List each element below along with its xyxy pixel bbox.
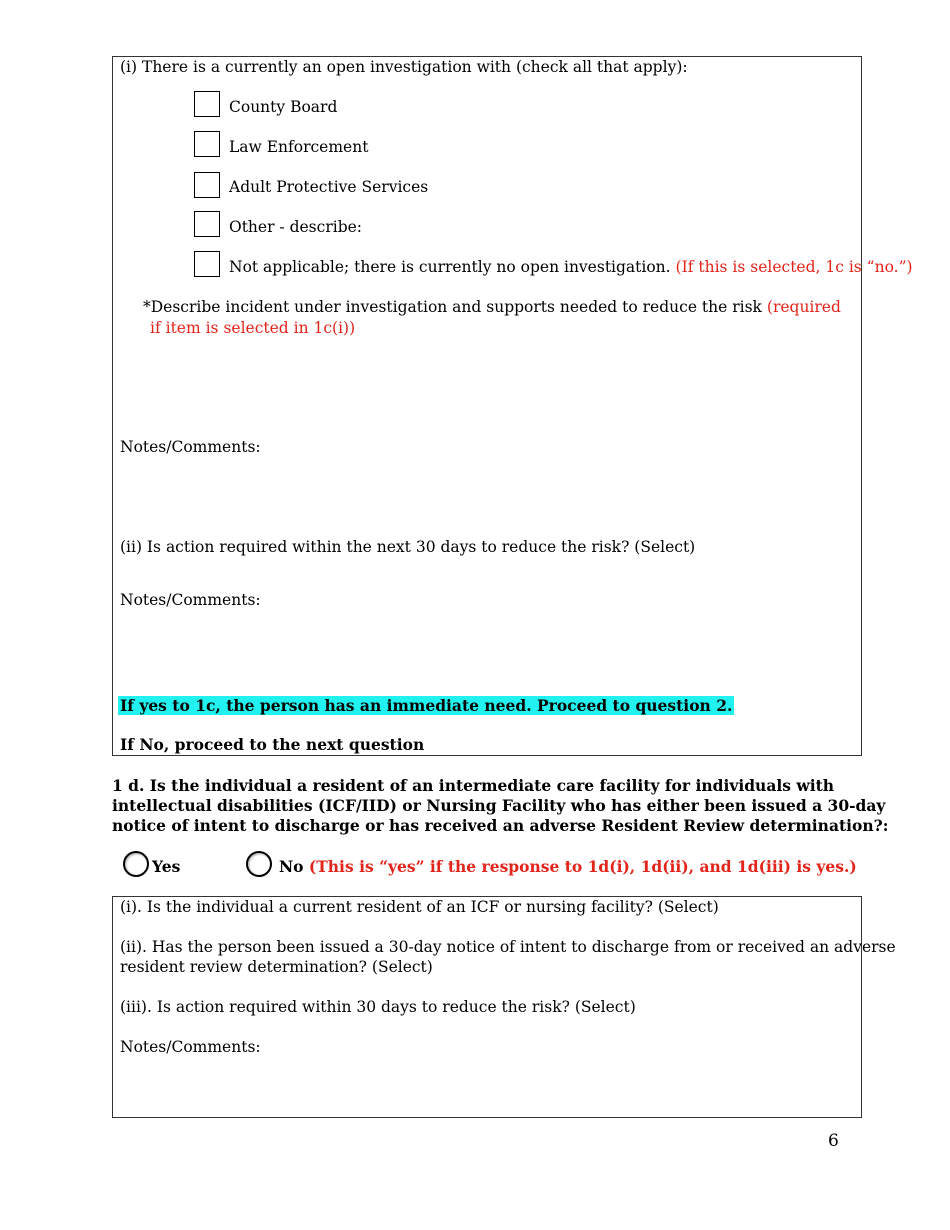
notes-label-1d: Notes/Comments: <box>120 1038 261 1056</box>
item-1d-i-text: (i). Is the individual a current resident of an ICF or nursing facility? (Select) <box>120 898 719 916</box>
describe-required-2: if item is selected in 1c(i)) <box>150 319 356 337</box>
if-no-text: If No, proceed to the next question <box>120 735 425 754</box>
item-ii-text: (ii) Is action required within the next 30 days to reduce the risk? (Select) <box>120 538 696 556</box>
no-radio[interactable] <box>246 851 272 877</box>
checkbox-county-board[interactable] <box>194 91 220 117</box>
question-1d-line3: notice of intent to discharge or has received an adverse Resident Review determination?: <box>112 816 889 835</box>
not-applicable-text: Not applicable; there is currently no open investigation. <box>229 258 671 276</box>
item-1d-ii-line2: resident review determination? (Select) <box>120 958 433 976</box>
checkbox-not-applicable[interactable] <box>194 251 220 277</box>
describe-text: *Describe incident under investigation and supports needed to reduce the risk <box>143 298 762 316</box>
checkbox-label-law-enforcement: Law Enforcement <box>229 138 369 156</box>
checkbox-label-other: Other - describe: <box>229 218 363 236</box>
checkbox-label-adult-protective-services: Adult Protective Services <box>229 178 429 196</box>
page-number: 6 <box>828 1131 839 1151</box>
notes-label-2: Notes/Comments: <box>120 591 261 609</box>
describe-incident-text <box>143 297 841 317</box>
checkbox-law-enforcement[interactable] <box>194 131 220 157</box>
checkbox-other[interactable] <box>194 211 220 237</box>
yes-label: Yes <box>152 857 181 876</box>
describe-required-1: (required <box>766 298 841 316</box>
item-1d-ii-line1: (ii). Has the person been issued a 30-day notice of intent to discharge from or received an adverse <box>120 938 896 956</box>
item-i-text: (i) There is a currently an open investigation with (check all that apply): <box>120 58 688 76</box>
no-label: No <box>279 857 304 876</box>
immediate-need-highlight: If yes to 1c, the person has an immediate need. Proceed to question 2. <box>120 696 733 715</box>
checkbox-label-not-applicable <box>229 257 913 277</box>
immediate-need-text <box>118 696 734 716</box>
checkbox-adult-protective-services[interactable] <box>194 172 220 198</box>
not-applicable-note: (If this is selected, 1c is “no.”) <box>675 258 913 276</box>
yes-radio[interactable] <box>123 851 149 877</box>
no-label-line <box>279 857 857 877</box>
no-note: (This is “yes” if the response to 1d(i), 1d(ii), and 1d(iii) is yes.) <box>308 857 857 876</box>
question-1d-line2: intellectual disabilities (ICF/IID) or Nursing Facility who has either been issued a 30-day <box>112 796 886 815</box>
investigation-box <box>112 56 862 756</box>
checkbox-label-county-board: County Board <box>229 98 338 116</box>
question-1d-line1: 1 d. Is the individual a resident of an intermediate care facility for individuals with <box>112 776 835 795</box>
item-1d-iii-text: (iii). Is action required within 30 days to reduce the risk? (Select) <box>120 998 636 1016</box>
notes-label-1: Notes/Comments: <box>120 438 261 456</box>
